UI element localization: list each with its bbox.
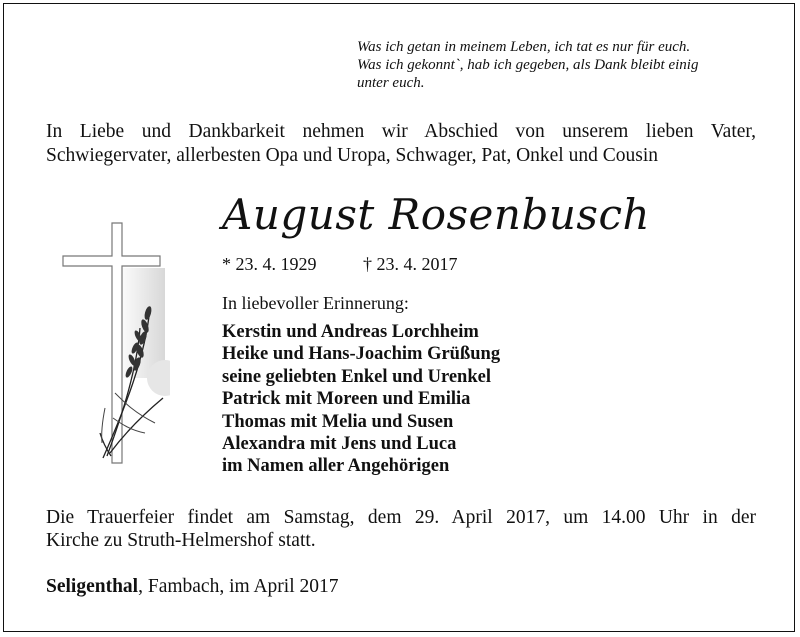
cross-with-wheat-icon bbox=[55, 218, 170, 483]
mourner-line: Alexandra mit Jens und Luca bbox=[222, 434, 457, 455]
place-name: Seligenthal bbox=[46, 576, 139, 597]
mourner-line: im Namen aller Angehörigen bbox=[222, 456, 450, 477]
motto-line: Was ich getan in meinem Leben, ich tat es nur für euch. bbox=[357, 39, 691, 55]
intro-text bbox=[46, 120, 756, 168]
ceremony-text bbox=[46, 506, 756, 552]
death-date: † 23. 4. 2017 bbox=[363, 254, 458, 274]
motto-line: unter euch. bbox=[357, 75, 425, 91]
ceremony-line: Kirche zu Struth-Helmershof statt. bbox=[46, 530, 316, 551]
birth-date: * 23. 4. 1929 bbox=[222, 254, 317, 274]
mourner-line: Heike und Hans-Joachim Grüßung bbox=[222, 344, 501, 365]
memory-label: In liebevoller Erinnerung: bbox=[222, 293, 409, 313]
place-and-date bbox=[46, 576, 339, 598]
motto-line: Was ich gekonnt`, hab ich gegeben, als Dank bleibt einig bbox=[357, 57, 699, 73]
place-date-rest: , Fambach, im April 2017 bbox=[138, 576, 339, 597]
life-dates bbox=[222, 254, 458, 275]
motto-poem bbox=[357, 38, 777, 92]
intro-line: In Liebe und Dankbarkeit nehmen wir Abschied von unserem lieben Vater, bbox=[46, 121, 756, 142]
deceased-name: August Rosenbusch bbox=[222, 190, 651, 239]
mourner-line: Patrick mit Moreen und Emilia bbox=[222, 389, 471, 410]
mourners-list bbox=[222, 321, 500, 478]
intro-line: Schwiegervater, allerbesten Opa und Uropa, Schwager, Pat, Onkel und Cousin bbox=[46, 145, 658, 166]
mourner-line: Kerstin und Andreas Lorchheim bbox=[222, 322, 479, 342]
mourner-line: seine geliebten Enkel und Urenkel bbox=[222, 366, 491, 387]
mourner-line: Thomas mit Melia und Susen bbox=[222, 411, 454, 432]
ceremony-line: Die Trauerfeier findet am Samstag, dem 29. April 2017, um 14.00 Uhr in der bbox=[46, 507, 756, 528]
